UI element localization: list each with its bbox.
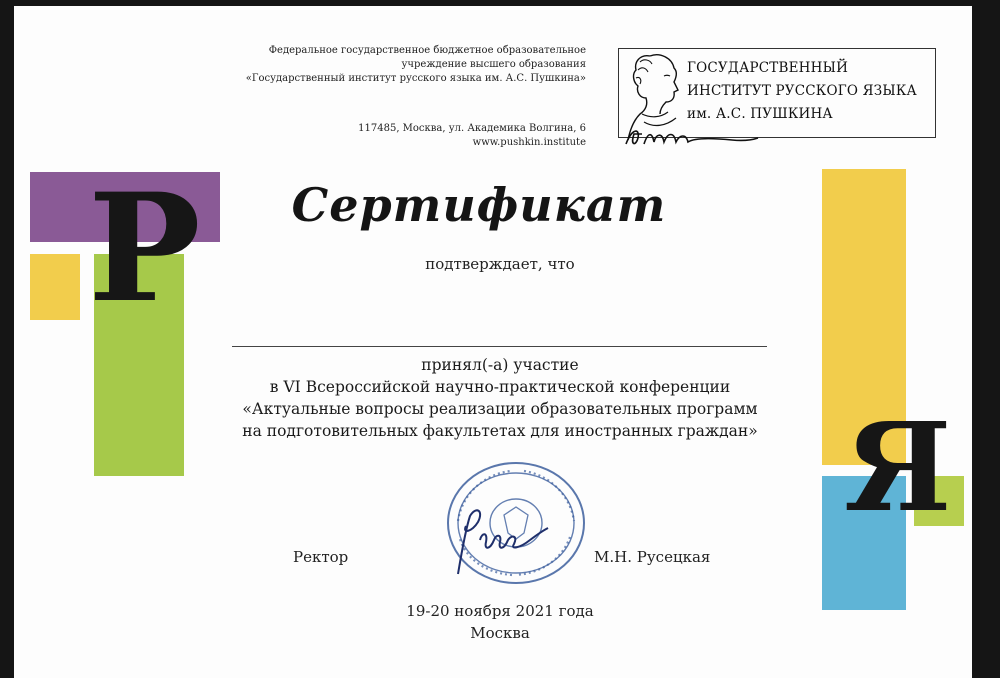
website-line: www.pushkin.institute bbox=[472, 137, 586, 148]
certificate-title: Сертификат bbox=[291, 178, 667, 232]
signer-name: М.Н. Русецкая bbox=[594, 548, 711, 566]
decor-letter-ya: Я bbox=[844, 395, 952, 539]
body-line: в VI Всероссийской научно-практической конференции bbox=[269, 378, 731, 396]
pushkin-autograph-icon bbox=[622, 124, 762, 150]
confirms-text: подтверждает, что bbox=[425, 255, 575, 273]
signer-role: Ректор bbox=[293, 548, 349, 566]
window-frame-right bbox=[972, 0, 1000, 678]
event-city: Москва bbox=[470, 624, 530, 642]
certificate-page bbox=[14, 6, 972, 678]
rector-signature-icon bbox=[440, 500, 550, 580]
institute-logo-text bbox=[687, 57, 917, 126]
organization-line: учреждение высшего образования bbox=[401, 59, 586, 70]
event-date: 19-20 ноября 2021 года bbox=[406, 602, 594, 620]
decor-letter-r: Р bbox=[88, 174, 201, 300]
window-frame-left bbox=[0, 0, 14, 678]
organization-line: Федеральное государственное бюджетное образовательное bbox=[268, 45, 586, 56]
logo-line: им. А.С. ПУШКИНА bbox=[687, 106, 833, 122]
participant-name-line bbox=[232, 346, 767, 347]
organization-block bbox=[226, 44, 586, 86]
organization-line: «Государственный институт русского языка им. А.С. Пушкина» bbox=[245, 73, 586, 84]
logo-line: ИНСТИТУТ РУССКОГО ЯЗЫКА bbox=[687, 83, 917, 99]
body-line: принял(-а) участие bbox=[421, 356, 579, 374]
body-line: на подготовительных факультетах для иностранных граждан» bbox=[242, 422, 758, 440]
address-line: 117485, Москва, ул. Академика Волгина, 6 bbox=[358, 123, 586, 134]
body-line: «Актуальные вопросы реализации образовательных программ bbox=[242, 400, 758, 418]
logo-line: ГОСУДАРСТВЕННЫЙ bbox=[687, 60, 849, 76]
certificate-body bbox=[150, 354, 850, 442]
address-block bbox=[226, 122, 586, 150]
